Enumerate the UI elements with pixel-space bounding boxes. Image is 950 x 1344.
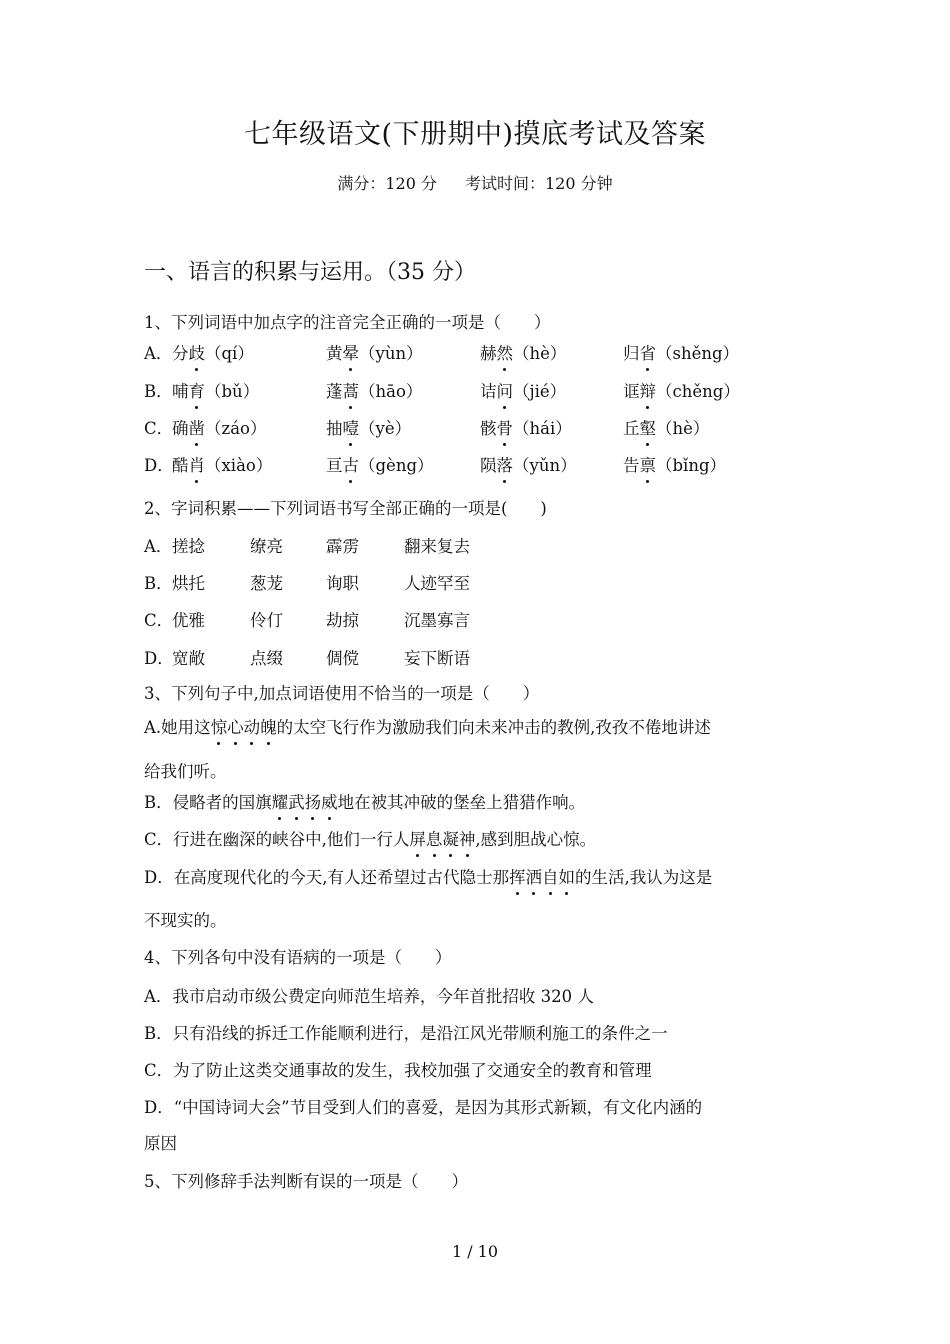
dotted-phrase [509,868,575,887]
option-word: 点缀 [250,649,283,668]
option-label: A． [144,344,173,363]
exam-time: 考试时间：120 分钟 [465,174,613,193]
option-item [623,415,709,439]
dotted-char: 自 [542,864,559,888]
page-number: 1 / 10 [451,1242,499,1261]
pinyin: （hái） [513,419,572,438]
option-word: 伶仃 [250,611,283,630]
dotted-char: 扬 [305,789,322,813]
question-3-option-d: D．在高度现代化的今天,有人还希望过古代隐士那挥洒自如的生活,我认为这是 [144,864,712,888]
dotted-char: 禀 [640,452,657,476]
option-item [480,340,566,364]
dotted-char: 心 [227,714,244,738]
question-4-stem: 4、下列各句中没有语病的一项是（ ） [144,948,452,967]
pinyin: （jié） [513,382,567,401]
dotted-char: 挥 [509,864,526,888]
option-item [480,378,566,402]
dotted-char: 省 [640,340,657,364]
dotted-char: 洒 [525,864,542,888]
section-heading: 一、语言的积累与运用。（35 分） [144,260,476,285]
option-item [326,378,422,402]
option-item [326,415,411,439]
word-char: 分 [172,344,189,363]
option-label: B． [144,574,173,593]
word-char: 确 [172,419,189,438]
dotted-phrase [272,793,338,812]
option-word: 搓捻 [172,537,205,556]
full-score: 满分：120 分 [337,174,437,193]
pinyin: （yǔn） [513,456,577,475]
option-word: 妄下断语 [404,649,470,668]
option-item [623,340,739,364]
option-label: D． [144,649,174,668]
word-char: 赫 [480,344,497,363]
question-4-option-a: A．我市启动市级公费定向师范生培养，今年首批招收 320 人 [144,987,594,1006]
pinyin: （chěng） [656,382,740,401]
option-item [172,378,259,402]
pinyin: （hāo） [359,382,423,401]
question-4-option-d: D．“中国诗词大会”节目受到人们的喜爱，是因为其形式新颖，有文化内涵的 [144,1098,703,1117]
question-3-stem: 3、下列句子中,加点词语使用不恰当的一项是（ ） [144,684,540,703]
word-char: 告 [623,456,640,475]
option-word: 劫掠 [326,611,359,630]
option-word: 翻来复去 [404,537,470,556]
dotted-phrase [409,830,475,849]
question-1-stem: 1、下列词语中加点字的注音完全正确的一项是（ ） [144,313,551,332]
word-char: 骸 [480,419,497,438]
pinyin: （hè） [656,419,710,438]
dotted-char: 肖 [189,452,206,476]
option-item [326,452,434,476]
dotted-char: 魄 [260,714,277,738]
pinyin: （qí） [205,344,254,363]
pinyin: （shěng） [656,344,740,363]
dotted-char: 威 [321,789,338,813]
pinyin: （xiào） [205,456,273,475]
option-item [623,452,726,476]
option-label: A． [144,537,173,556]
dotted-char: 歧 [189,340,206,364]
dotted-char: 噎 [343,415,360,439]
question-3-option-a-cont: 给我们听。 [144,762,227,781]
dotted-char: 落 [497,452,514,476]
exam-meta [0,171,950,194]
dotted-char: 神 [459,826,476,850]
pinyin: （hè） [513,344,567,363]
option-label: C． [144,611,174,630]
question-4-option-c: C．为了防止这类交通事故的发生，我校加强了交通安全的教育和管理 [144,1061,652,1080]
question-4-option-d-cont: 原因 [144,1134,177,1153]
pinyin: （záo） [205,419,267,438]
word-char: 陨 [480,456,497,475]
pinyin: （yùn） [359,344,423,363]
dotted-char: 凿 [189,415,206,439]
dotted-char: 武 [288,789,305,813]
question-3-option-a: A.她用这惊心动魄的太空飞行作为激励我们向未来冲击的教例,孜孜不倦地讲述 [144,714,711,738]
word-char: 丘 [623,419,640,438]
option-word: 人迹罕至 [404,574,470,593]
dotted-char: 晕 [343,340,360,364]
dotted-char: 惊 [211,714,228,738]
word-char: 归 [623,344,640,363]
option-word: 缭亮 [250,537,283,556]
option-item [623,378,740,402]
dotted-char: 动 [244,714,261,738]
pinyin: （bǐng） [656,456,727,475]
dotted-char: 问 [497,378,514,402]
option-word: 倜傥 [326,649,359,668]
option-label: D． [144,456,174,475]
option-item [172,415,266,439]
option-label: C． [144,419,174,438]
dotted-char: 息 [426,826,443,850]
pinyin: （bǔ） [205,382,260,401]
dotted-char: 古 [343,452,360,476]
word-char: 诘 [480,382,497,401]
dotted-char: 耀 [272,789,289,813]
pinyin: （gèng） [359,456,434,475]
option-word: 宽敞 [172,649,205,668]
word-char: 哺 [172,382,189,401]
dotted-char: 蒿 [343,378,360,402]
question-3-option-c: C．行进在幽深的峡谷中,他们一行人屏息凝神,感到胆战心惊。 [144,826,596,850]
word-char: 黄 [326,344,343,363]
option-item [480,415,572,439]
word-char: 蓬 [326,382,343,401]
option-word: 优雅 [172,611,205,630]
question-3-option-b: B．侵略者的国旗耀武扬威地在被其冲破的堡垒上猎猎作响。 [144,789,585,813]
option-word: 烘托 [172,574,205,593]
dotted-phrase [211,718,277,737]
option-word: 霹雳 [326,537,359,556]
question-4-option-b: B．只有沿线的拆迁工作能顺利进行，是沿江风光带顺利施工的条件之一 [144,1024,668,1043]
dotted-char: 骨 [497,415,514,439]
question-5-stem: 5、下列修辞手法判断有误的一项是（ ） [144,1172,468,1191]
option-item [326,340,423,364]
dotted-char: 辩 [640,378,657,402]
word-char: 亘 [326,456,343,475]
question-3-option-d-cont: 不现实的。 [144,911,227,930]
dotted-char: 育 [189,378,206,402]
word-char: 诓 [623,382,640,401]
option-word: 葱茏 [250,574,283,593]
dotted-char: 凝 [442,826,459,850]
option-word: 询职 [326,574,359,593]
dotted-char: 屏 [409,826,426,850]
page-title: 七年级语文(下册期中)摸底考试及答案 [243,119,707,150]
dotted-char: 如 [558,864,575,888]
pinyin: （yè） [359,419,412,438]
option-item [480,452,577,476]
option-item [172,452,272,476]
option-label: B． [144,382,173,401]
question-2-stem: 2、字词积累——下列词语书写全部正确的一项是( ) [144,499,547,518]
dotted-char: 然 [497,340,514,364]
word-char: 抽 [326,419,343,438]
dotted-char: 壑 [640,415,657,439]
option-word: 沉墨寡言 [404,611,470,630]
word-char: 酷 [172,456,189,475]
option-item [172,340,254,364]
